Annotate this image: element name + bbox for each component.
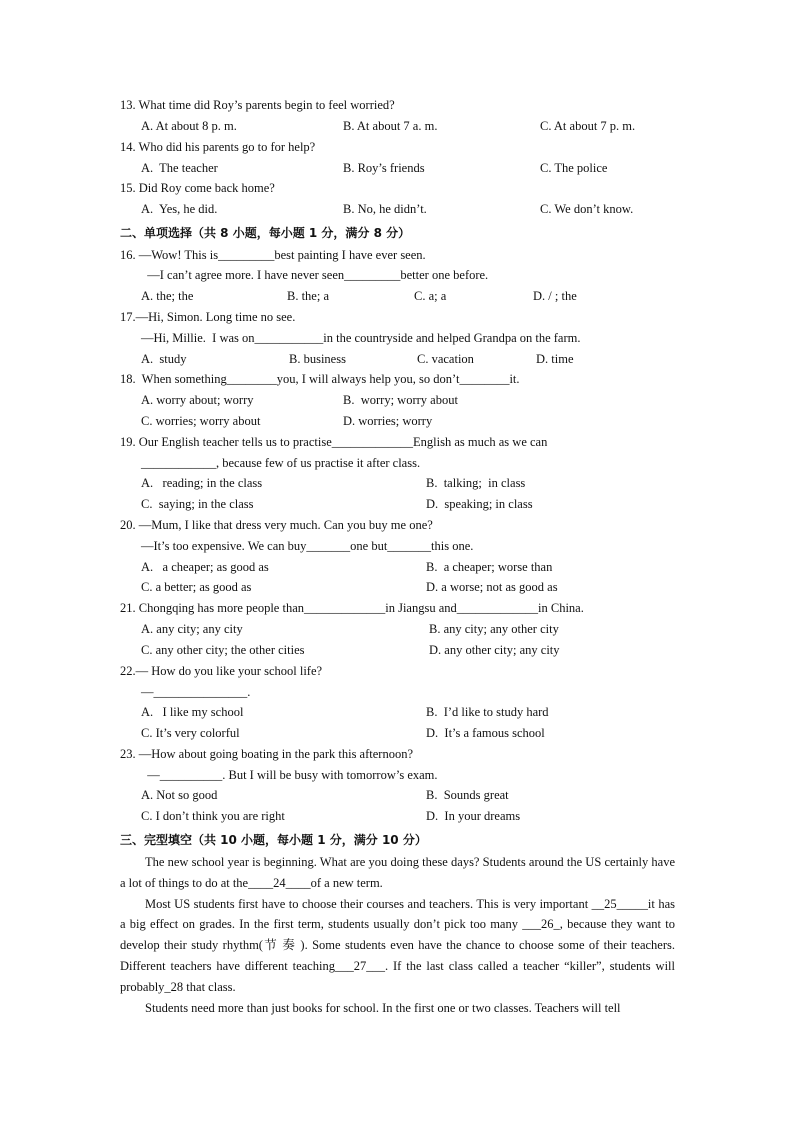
question-18-option-c: C. worries; worry about [141, 414, 261, 428]
question-18-option-a: A. worry about; worry [141, 393, 254, 407]
passage-paragraph-2: Most US students first have to choose their courses and teachers. This is very important __25_____it has a big effect on grades. In the first term, students usually don’t pick too many ___26_, because they want to develop their study rhythm(节 奏 ). Some students even have the chance to choose some of their teachers. Different teachers have different teaching___27___. If the last class called a teacher “killer”, students will probably_28 that class. [120, 896, 675, 994]
question-23-stem-line-2: —__________. But I will be busy with tomorrow’s exam. [141, 768, 438, 782]
question-14-option-b: B. Roy’s friends [343, 161, 425, 175]
question-16-option-b: B. the; a [287, 289, 330, 303]
question-15-option-c: C. We don’t know. [540, 202, 634, 216]
question-17-stem: 17.—Hi, Simon. Long time no see. [120, 310, 296, 324]
question-13-option-c: C. At about 7 p. m. [540, 119, 636, 133]
question-20-option-a: A. a cheaper; as good as [141, 560, 269, 574]
question-20-stem: 20. —Mum, I like that dress very much. Can you buy me one? [120, 518, 433, 532]
question-19-stem: 19. Our English teacher tells us to practise_____________English as much as we can [120, 435, 548, 449]
question-21-option-c: C. any other city; the other cities [141, 643, 305, 657]
question-14-stem: 14. Who did his parents go to for help? [120, 140, 316, 154]
question-19-option-d: D. speaking; in class [426, 497, 533, 511]
question-16-stem: 16. —Wow! This is_________best painting I have ever seen. [120, 248, 426, 262]
question-16-stem-line-2: —I can’t agree more. I have never seen_________better one before. [141, 268, 489, 282]
question-15-stem: 15. Did Roy come back home? [120, 181, 275, 195]
question-23-option-d: D. In your dreams [426, 809, 521, 823]
passage-paragraph-3: Students need more than just books for school. In the first one or two classes. Teachers will tell [145, 1000, 621, 1015]
question-16-option-d: D. / ; the [533, 289, 577, 303]
question-16-option-a: A. the; the [141, 289, 194, 303]
question-17-option-d: D. time [536, 352, 574, 366]
question-22-stem-line-2: —_______________. [141, 685, 251, 699]
question-16-option-c: C. a; a [414, 289, 447, 303]
question-18-option-b: B. worry; worry about [343, 393, 458, 407]
question-21-option-a: A. any city; any city [141, 622, 243, 636]
question-19-stem-line-2: ____________, because few of us practise it after class. [141, 456, 421, 470]
question-14-option-a: A. The teacher [141, 161, 218, 175]
question-20-stem-line-2: —It’s too expensive. We can buy_______one but_______this one. [141, 539, 474, 553]
question-20-option-b: B. a cheaper; worse than [426, 560, 553, 574]
question-19-option-b: B. talking; in class [426, 476, 526, 490]
question-19-option-a: A. reading; in the class [141, 476, 263, 490]
question-15-option-b: B. No, he didn’t. [343, 202, 427, 216]
question-23-stem: 23. —How about going boating in the park this afternoon? [120, 747, 413, 761]
question-15-option-a: A. Yes, he did. [141, 202, 218, 216]
question-21-stem: 21. Chongqing has more people than_____________in Jiangsu and_____________in China. [120, 601, 584, 615]
question-17-stem-line-2: —Hi, Millie. I was on___________in the countryside and helped Grandpa on the farm. [141, 331, 581, 345]
passage-paragraph-1: The new school year is beginning. What are you doing these days? Students around the US certainly have a lot of things to do at the____24____of a new term. [120, 855, 675, 890]
question-13-stem: 13. What time did Roy’s parents begin to feel worried? [120, 98, 395, 112]
question-23-option-b: B. Sounds great [426, 788, 509, 802]
question-22-option-a: A. I like my school [141, 705, 244, 719]
question-22-option-d: D. It’s a famous school [426, 726, 545, 740]
question-23-option-a: A. Not so good [141, 788, 218, 802]
section-3-heading: 三、完型填空（共 10 小题，每小题 1 分，满分 10 分） [120, 833, 427, 847]
question-13-option-a: A. At about 8 p. m. [141, 119, 237, 133]
question-17-option-a: A. study [141, 352, 187, 366]
question-14-option-c: C. The police [540, 161, 608, 175]
question-21-option-b: B. any city; any other city [429, 622, 559, 636]
question-19-option-c: C. saying; in the class [141, 497, 254, 511]
question-20-option-d: D. a worse; not as good as [426, 580, 558, 594]
question-17-option-c: C. vacation [417, 352, 474, 366]
question-22-stem: 22.— How do you like your school life? [120, 664, 323, 678]
section-2-heading: 二、单项选择（共 8 小题，每小题 1 分，满分 8 分） [120, 226, 411, 240]
question-22-option-b: B. I’d like to study hard [426, 705, 549, 719]
question-17-option-b: B. business [289, 352, 346, 366]
question-21-option-d: D. any other city; any city [429, 643, 560, 657]
question-23-option-c: C. I don’t think you are right [141, 809, 285, 823]
question-18-stem: 18. When something________you, I will always help you, so don’t________it. [120, 372, 520, 386]
question-20-option-c: C. a better; as good as [141, 580, 252, 594]
question-13-option-b: B. At about 7 a. m. [343, 119, 438, 133]
cloze-passage [120, 852, 675, 1018]
question-22-option-c: C. It’s very colorful [141, 726, 240, 740]
question-18-option-d: D. worries; worry [343, 414, 433, 428]
